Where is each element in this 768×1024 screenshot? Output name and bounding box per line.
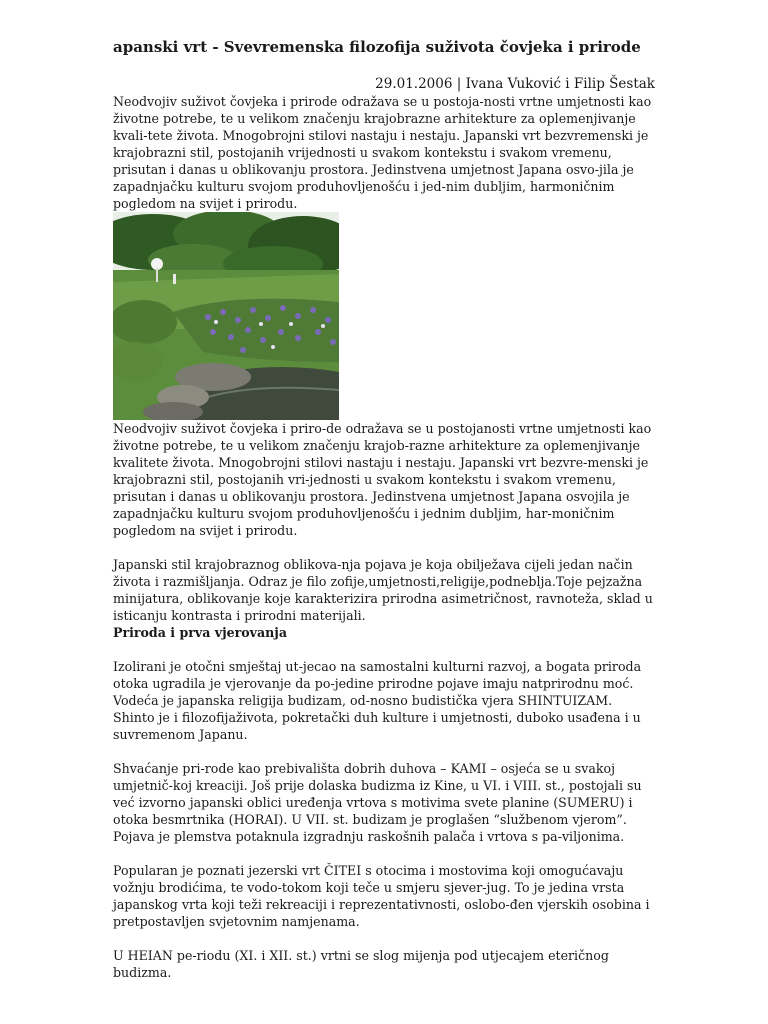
- paragraph-heian: U HEIAN pe-riodu (XI. i XII. st.) vrtni se slog mijenja pod utjecajem eteričnog budizma.: [113, 948, 609, 980]
- japanese-garden-photo: [113, 212, 339, 420]
- article-byline: 29.01.2006 | Ivana Vuković i Filip Šestak: [375, 76, 655, 92]
- paragraph-repeat: Neodvojiv suživot čovjeka i priro-de odražava se u postojanosti vrtne umjetnosti kao životne potrebe, te u velikom značenju krajob-razne arhitekture za oplemenjivanje kvalitete života. Mnogobrojni stilovi nastaju i nestaju. Japanski vrt bezvre-menski je krajobrazni stil, postojanih vri-jednosti u svakom kontekstu i svakom vremenu, prisutan i danas u oblikovanju prostora. Jedinstvena umjetnost Japana osvojila je zapadnjačku kulturu svojom produhovljenošću i jednim dubljim, har-moničnim pogledom na svijet i prirodu.: [113, 421, 652, 538]
- subheading-nature: Priroda i prva vjerovanja: [113, 625, 288, 640]
- paragraph-intro: Neodvojiv suživot čovjeka i prirode odražava se u postoja-nosti vrtne umjetnosti kao životne potrebe, te u velikom značenju krajobrazne arhitekture za oplemenjivanje kvali-tete života. Mnogobrojni stilovi nastaju i nestaju. Japanski vrt bezvremenski je krajobrazni stil, postojanih vrijednosti u svakom kontekstu i svakom vremenu, prisutan i danas u oblikovanju prostora. Jedinstvena umjetnost Japana osvo-jila je zapadnjačku kulturu svojom produhovljenošću i jed-nim dubljim, harmoničnim pogledom na svijet i prirodu.: [113, 94, 652, 211]
- paragraph-kami: Shvaćanje pri-rode kao prebivališta dobrih duhova – KAMI – osjeća se u svakoj umjetnič-koj kreaciji. Još prije dolaska budizma iz Kine, u VI. i VIII. st., postojali su već izvorno japanski oblici uređenja vrtova s motivima svete planine (SUMERU) i otoka besmrtnika (HORAI). U VII. st. budizam je proglašen “službenom vjerom”. Pojava je plemstva potaknula izgradnju raskošnih palača i vrtova s pa-viljonima.: [113, 761, 642, 844]
- paragraph-citei: Popularan je poznati jezerski vrt ČITEI s otocima i mostovima koji omogućavaju vožnju brodićima, te vodo-tokom koji teče u smjeru sjever-jug. To je jedina vrsta japanskog vrta koji teži rekreaciji i reprezentativnosti, oslobo-đen vjerskih osobina i pretpostavljen svjetovnim namjenama.: [113, 863, 650, 929]
- paragraph-isolation: Izolirani je otočni smještaj ut-jecao na samostalni kulturni razvoj, a bogata priroda otoka ugradila je vjerovanje da po-jedine prirodne pojave imaju natprirodnu moć. Vodeća je japanska religija budizam, od-nosno budistička vjera SHINTUIZAM. Shinto je i filozofijaživota, pokretački duh kulture i umjetnosti, duboko usađena i u suvremenom Japanu.: [113, 659, 642, 742]
- paragraph-style: Japanski stil krajobraznog oblikova-nja pojava je koja obilježava cijeli jedan način života i razmišljanja. Odraz je filo zofije,umjetnosti,religije,podneblja.Toje pejzažna minijatura, oblikovanje koje karakterizira prirodna asimetričnost, ravnoteža, sklad u isticanju kontrasta i prirodni materijali.: [113, 557, 653, 623]
- article-body: [113, 93, 653, 981]
- article-title: apanski vrt - Svevremenska filozofija suživota čovjeka i prirode: [113, 38, 641, 56]
